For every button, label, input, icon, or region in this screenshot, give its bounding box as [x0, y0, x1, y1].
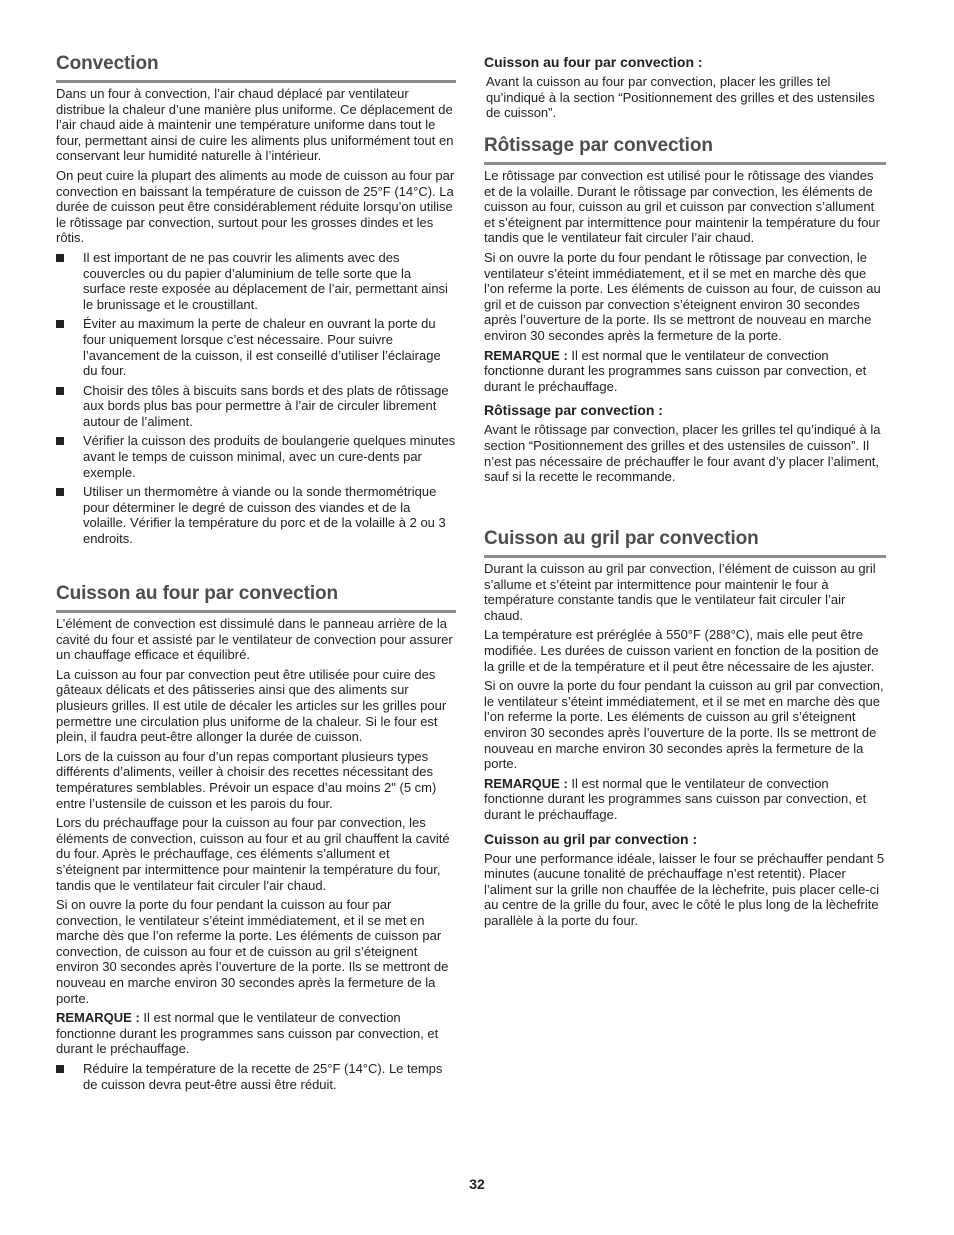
broil-heading: Cuisson au gril par convection — [484, 528, 886, 558]
list-item: Vérifier la cuisson des produits de boulangerie quelques minutes avant le temps de cuisson minimal, avec un cure-dents par exemple. — [56, 433, 456, 480]
list-item: Éviter au maximum la perte de chaleur en ouvrant la porte du four uniquement lorsque c’est nécessaire. Pour suivre l’avancement de la cuisson, il est conseillé d’utiliser l’éclairage du four. — [56, 316, 456, 378]
bake-subsection-text: Avant la cuisson au four par convection, placer les grilles tel qu’indiqué à la section “Positionnement des grilles et des ustensiles de cuisson”. — [486, 74, 875, 121]
roast-heading: Rôtissage par convection — [484, 135, 886, 165]
convection-paragraph-2: On peut cuire la plupart des aliments au mode de cuisson au four par convection en baissant la température de cuisson de 25°F (14°C). La durée de cuisson peut être considérablement réduite lorsqu’on utilise le rôtissage par convection, surtout pour les grosses dindes et les rôtis. — [56, 167, 455, 246]
list-item: Réduire la température de la recette de 25°F (14°C). Le temps de cuisson devra peut-être aussi être réduit. — [56, 1061, 456, 1092]
list-item: Il est important de ne pas couvrir les aliments avec des couvercles ou du papier d’aluminium de telle sorte que la surface reste exposée au déplacement de l’air, permettant ainsi le brunissage et le croustillant. — [56, 250, 456, 312]
bake-tips-list — [56, 1061, 456, 1092]
bake-paragraph-3: Lors de la cuisson au four d’un repas comportant plusieurs types différents d’aliments, veiller à choisir des recettes nécessitant des températures semblables. Prévoir un espace d’au moins 2" (5 cm) entre l’ustensile de cuisson et les parois du four. — [56, 748, 437, 811]
note-label: REMARQUE : — [56, 1010, 140, 1026]
bake-paragraph-5: Si on ouvre la porte du four pendant la cuisson au four par convection, le ventilateur s’éteint immédiatement, et il se met en marche dès que l’on referme la porte. Les éléments de cuisson par convection, de cuisson au four et de cuisson au gril s’éteignent environ 30 secondes après l’ouverture de la porte. Ils se mettront de nouveau en marche environ 30 secondes après la fermeture de la porte. — [56, 897, 449, 1006]
roast-paragraph-2: Si on ouvre la porte du four pendant le rôtissage par convection, le ventilateur s’éteint immédiatement, et il se met en marche dès que l’on referme la porte. Les éléments de cuisson au four, de cuisson au gril et de cuisson par convection s’éteignent environ 30 secondes après l’ouverture de la porte. Ils se mettront de nouveau en marche environ 30 secondes après la fermeture de la porte. — [484, 249, 881, 343]
list-item: Utiliser un thermomètre à viande ou la sonde thermométrique pour déterminer le degré de cuisson des viandes et de la volaille. Vérifier la température du porc et de la volaille à 2 ou 3 endroits. — [56, 484, 456, 546]
square-bullet-icon — [56, 437, 64, 445]
roast-body — [484, 168, 886, 485]
broil-note: REMARQUE : Il est normal que le ventilateur de convection fonctionne durant les programmes sans cuisson par convection, et durant le préchauffage. — [484, 775, 867, 822]
note-label: REMARQUE : — [484, 347, 568, 363]
bake-note: REMARQUE : Il est normal que le ventilateur de convection fonctionne durant les programmes sans cuisson par convection, et durant le préchauffage. — [56, 1010, 439, 1057]
bake-paragraph-2: La cuisson au four par convection peut être utilisée pour cuire des gâteaux délicats et des pâtisseries ainsi que des aliments sur plusieurs grilles. Il est utile de décaler les articles sur les grilles pour permettre une circulation plus uniforme de la chaleur. Si le four est plein, il faudra peut-être allonger la durée de cuisson. — [56, 666, 447, 745]
bake-subheading: Cuisson au four par convection : — [484, 54, 703, 70]
square-bullet-icon — [56, 320, 64, 328]
roast-subsection-text: Avant le rôtissage par convection, placer les grilles tel qu’indiqué à la section “Positionnement des grilles et des ustensiles de cuisson”. Il n’est pas nécessaire de préchauffer le four avant d’y placer l’aliment, sauf si la recette le recommande. — [484, 422, 881, 485]
broil-subheading: Cuisson au gril par convection : — [484, 830, 698, 847]
square-bullet-icon — [56, 254, 64, 262]
convection-section — [56, 53, 456, 83]
left-column — [56, 0, 456, 1235]
broil-section — [484, 528, 886, 558]
bake-heading: Cuisson au four par convection — [56, 583, 456, 613]
broil-paragraph-2: La température est préréglée à 550°F (288°C), mais elle peut être modifiée. Les durées de cuisson varient en fonction de la position de la grille et de la température et il peut être nécessaire de les ajuster. — [484, 627, 879, 674]
roast-subheading: Rôtissage par convection : — [484, 402, 663, 419]
convection-paragraph-1: Dans un four à convection, l’air chaud déplacé par ventilateur distribue la chaleur d’une manière plus uniforme. Ce déplacement de l’air chaud aide à maintenir une température uniforme dans tout le four, permettant ainsi de cuire les aliments plus uniformément tout en conservant leur humidité naturelle à l’intérieur. — [56, 86, 454, 164]
bake-section — [56, 583, 456, 613]
convection-body — [56, 86, 456, 547]
page-number: 32 — [469, 1176, 485, 1192]
broil-subsection-text: Pour une performance idéale, laisser le four se préchauffer pendant 5 minutes (aucune tonalité de préchauffage n’est retentit). Placer l’aliment sur la grille non chauffée de la lèchefrite, puis placer celle-ci au centre de la grille du four, avec le côté le plus long de la lèchefrite parallèle à la porte du four. — [484, 850, 885, 928]
convection-heading: Convection — [56, 53, 456, 83]
broil-paragraph-3: Si on ouvre la porte du four pendant la cuisson au gril par convection, le ventilateur s’éteint immédiatement, et il se met en marche dès que l’on referme la porte. Les éléments de cuisson au gril s’éteignent environ 30 secondes après l’ouverture de la porte. Ils se mettront de nouveau en marche environ 30 secondes après la fermeture de la porte. — [484, 678, 884, 772]
bake-subsection — [484, 54, 886, 121]
roast-note: REMARQUE : Il est normal que le ventilateur de convection fonctionne durant les programmes sans cuisson par convection, et durant le préchauffage. — [484, 347, 867, 394]
square-bullet-icon — [56, 1065, 64, 1073]
roast-section — [484, 135, 886, 165]
bake-body — [56, 616, 456, 1092]
broil-paragraph-1: Durant la cuisson au gril par convection, l’élément de cuisson au gril s’allume et s’éteint par intermittence pour maintenir le four à température constante tandis que le ventilateur fait circuler l’air chaud. — [484, 561, 876, 623]
square-bullet-icon — [56, 387, 64, 395]
broil-body — [484, 561, 886, 928]
right-column — [484, 0, 886, 1235]
square-bullet-icon — [56, 488, 64, 496]
roast-paragraph-1: Le rôtissage par convection est utilisé pour le rôtissage des viandes et de la volaille. Durant le rôtissage par convection, les éléments de cuisson au four, cuisson au gril et cuisson par convection s’allument et s’éteignent par intermittence pour maintenir la température du four tandis que le ventilateur fait circuler l’air chaud. — [484, 168, 880, 246]
note-label: REMARQUE : — [484, 775, 568, 791]
bake-paragraph-4: Lors du préchauffage pour la cuisson au four par convection, les éléments de convection, cuisson au four et au gril chauffent la cavité du four. Après le préchauffage, ces éléments s’allument et s’éteignent par intermittence pour maintenir la température du four, tandis que le ventilateur fait circuler l’air chaud. — [56, 815, 450, 893]
bake-paragraph-1: L’élément de convection est dissimulé dans le panneau arrière de la cavité du four et assisté par le ventilateur de convection pour assurer un chauffage efficace et équilibré. — [56, 616, 453, 663]
convection-tips-list — [56, 250, 456, 547]
list-item: Choisir des tôles à biscuits sans bords et des plats de rôtissage aux bords plus bas pour permettre à l’air de circuler librement autour de l’aliment. — [56, 383, 456, 430]
